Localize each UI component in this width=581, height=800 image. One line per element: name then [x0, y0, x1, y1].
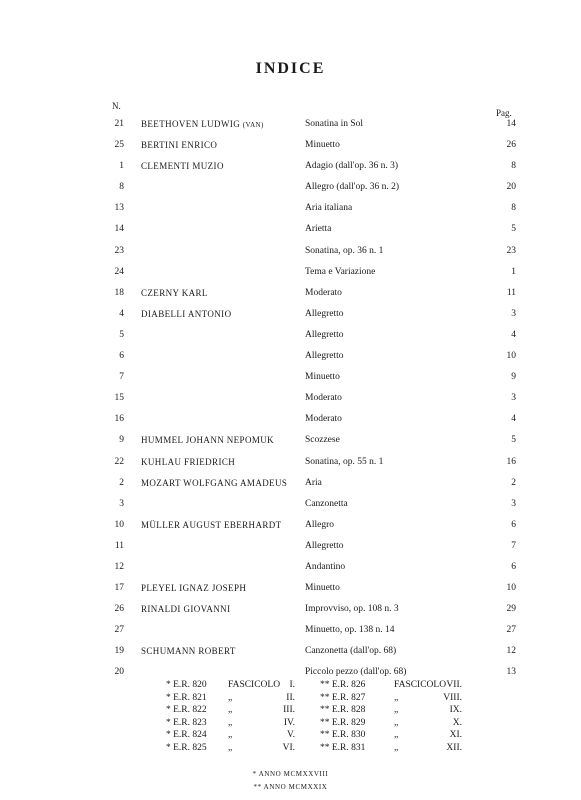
piece-number: 27: [114, 625, 124, 636]
fascicolo-label-left: „: [228, 717, 233, 728]
composer-name-text: KUHLAU FRIEDRICH: [141, 456, 236, 467]
composer-name: [141, 430, 274, 452]
composer-name: [141, 515, 282, 537]
page-number: 20: [506, 182, 516, 193]
piece-number: 4: [119, 308, 124, 319]
fascicolo-numeral-left: I.: [289, 680, 295, 690]
index-row: [0, 198, 581, 219]
fascicolo-numeral-right: XI.: [449, 730, 462, 741]
page-number: 13: [506, 667, 516, 678]
page-number: 5: [511, 435, 516, 446]
fascicolo-label-left: „: [228, 730, 233, 741]
fascicolo-row: [160, 742, 470, 755]
index-row: [0, 177, 581, 198]
page-number: 23: [506, 245, 516, 256]
index-row: [0, 430, 581, 451]
index-row: [0, 135, 581, 156]
fascicolo-label-right: „: [394, 717, 399, 728]
index-row: [0, 409, 581, 430]
piece-title: Moderato: [305, 393, 342, 404]
page-column-header: Pag.: [496, 108, 512, 118]
composer-name-text: SCHUMANN ROBERT: [141, 646, 236, 657]
index-row: [0, 367, 581, 388]
page-title: INDICE: [255, 60, 326, 77]
piece-number: 24: [114, 266, 124, 277]
composer-name-text: CLEMENTI MUZIO: [141, 161, 224, 172]
composer-name-text: CZERNY KARL: [141, 287, 208, 298]
composer-name: [141, 599, 230, 621]
fascicolo-code-right: ** E.R. 827: [320, 692, 366, 703]
fascicolo-row: [160, 692, 470, 705]
fascicolo-row: [160, 704, 470, 717]
composer-name-text: PLEYEL IGNAZ JOSEPH: [141, 583, 247, 594]
anno-note-2: ** ANNO MCMXXIX: [253, 783, 328, 791]
composer-name-text: HUMMEL JOHANN NEPOMUK: [141, 435, 275, 446]
fascicolo-label-left: „: [228, 692, 233, 703]
piece-title: Canzonetta: [305, 498, 348, 509]
piece-number: 20: [114, 667, 124, 678]
fascicolo-code-left: * E.R. 820: [166, 680, 207, 690]
fascicolo-numeral-right: VII.: [446, 680, 462, 690]
fascicolo-numeral-right: X.: [452, 717, 462, 728]
index-row: [0, 241, 581, 262]
fascicolo-code-left: * E.R. 823: [166, 717, 207, 728]
composer-name: [141, 114, 264, 136]
piece-title: Allegretto: [305, 329, 344, 340]
page-number: 2: [511, 477, 516, 488]
page-number: 9: [511, 372, 516, 383]
piece-number: 2: [119, 477, 124, 488]
page-number: 3: [511, 393, 516, 404]
index-row: [0, 557, 581, 578]
piece-title: Arietta: [305, 224, 332, 235]
fascicolo-code-left: * E.R. 824: [166, 730, 207, 741]
piece-number: 17: [114, 583, 124, 594]
composer-name: [141, 304, 231, 326]
page-number: 6: [511, 519, 516, 530]
fascicoli-list: [160, 679, 470, 755]
fascicolo-numeral-right: VIII.: [443, 692, 462, 703]
page-number: 4: [511, 414, 516, 425]
composer-name-text: MOZART WOLFGANG AMADEUS: [141, 477, 288, 488]
page-number: 29: [506, 604, 516, 615]
piece-title: Aria italiana: [305, 203, 353, 214]
fascicolo-label-left: „: [228, 705, 233, 716]
page-number: 4: [511, 329, 516, 340]
composer-name-text: BEETHOVEN LUDWIG: [141, 119, 241, 129]
fascicolo-numeral-left: II.: [286, 692, 295, 703]
piece-title: Aria: [305, 477, 322, 488]
piece-title: Canzonetta (dall'op. 68): [305, 646, 397, 657]
piece-number: 1: [119, 161, 124, 172]
fascicolo-label-right: „: [394, 742, 399, 753]
index-row: [0, 304, 581, 325]
composer-name: [141, 156, 224, 178]
piece-number: 11: [114, 540, 124, 551]
index-row: [0, 641, 581, 662]
composer-name-text: BERTINI ENRICO: [141, 140, 218, 151]
fascicolo-code-left: * E.R. 825: [166, 742, 207, 753]
index-row: [0, 283, 581, 304]
page-number: 5: [511, 224, 516, 235]
piece-number: 5: [119, 329, 124, 340]
composer-name: [141, 452, 235, 474]
page-number: 8: [511, 203, 516, 214]
fascicolo-label-right: „: [394, 692, 399, 703]
composer-name: [141, 283, 208, 305]
piece-number: 22: [114, 456, 124, 467]
fascicolo-numeral-left: IV.: [283, 717, 295, 728]
piece-number: 9: [119, 435, 124, 446]
piece-number: 16: [114, 414, 124, 425]
composer-name-text: MÜLLER AUGUST EBERHARDT: [141, 519, 282, 530]
composer-name: [141, 473, 287, 495]
piece-title: Piccolo pezzo (dall'op. 68): [305, 667, 407, 678]
index-row: [0, 114, 581, 135]
page-number: 1: [511, 266, 516, 277]
page-number: 12: [506, 646, 516, 657]
fascicolo-numeral-left: III.: [283, 705, 295, 716]
piece-title: Andantino: [305, 561, 346, 572]
piece-number: 15: [114, 393, 124, 404]
page-number: 14: [506, 119, 516, 129]
page-number: 3: [511, 498, 516, 509]
page-number: 7: [511, 540, 516, 551]
page-number: 8: [511, 161, 516, 172]
piece-title: Minuetto: [305, 372, 340, 383]
piece-title: Adagio (dall'op. 36 n. 3): [305, 161, 399, 172]
composer-name: [141, 641, 236, 663]
index-row: [0, 473, 581, 494]
piece-title: Sonatina, op. 36 n. 1: [305, 245, 384, 256]
piece-number: 26: [114, 604, 124, 615]
page-number: 6: [511, 561, 516, 572]
fascicolo-label-left: FASCICOLO: [228, 680, 281, 690]
fascicolo-code-right: ** E.R. 830: [320, 730, 366, 741]
fascicolo-label-right: FASCICOLO: [394, 680, 447, 690]
piece-title: Minuetto: [305, 583, 340, 594]
page-number: 26: [506, 140, 516, 151]
fascicolo-code-right: ** E.R. 829: [320, 717, 366, 728]
composer-extra: (VAN): [242, 121, 264, 129]
composer-name: [141, 578, 246, 600]
piece-title: Minuetto: [305, 140, 340, 151]
page-number: 11: [506, 287, 516, 298]
piece-title: Tema e Variazione: [305, 266, 376, 277]
piece-title: Allegretto: [305, 308, 344, 319]
piece-title: Allegro (dall'op. 36 n. 2): [305, 182, 400, 193]
fascicolo-row: [160, 679, 470, 692]
piece-title: Allegretto: [305, 351, 344, 362]
piece-title: Scozzese: [305, 435, 340, 446]
piece-number: 21: [114, 119, 124, 129]
piece-title: Minuetto, op. 138 n. 14: [305, 625, 395, 636]
fascicolo-row: [160, 729, 470, 742]
fascicolo-label-left: „: [228, 742, 233, 753]
fascicolo-label-right: „: [394, 730, 399, 741]
piece-title: Improvviso, op. 108 n. 3: [305, 604, 399, 615]
index-row: [0, 515, 581, 536]
index-row: [0, 156, 581, 177]
piece-number: 25: [114, 140, 124, 151]
index-row: [0, 494, 581, 515]
index-row: [0, 536, 581, 557]
number-column-header: N.: [112, 101, 121, 111]
piece-number: 14: [114, 224, 124, 235]
composer-name-text: RINALDI GIOVANNI: [141, 604, 231, 615]
fascicolo-code-right: ** E.R. 828: [320, 705, 366, 716]
index-row: [0, 452, 581, 473]
fascicolo-numeral-right: XII.: [446, 742, 462, 753]
fascicolo-code-left: * E.R. 821: [166, 692, 207, 703]
anno-note-1: * ANNO MCMXXVIII: [252, 770, 329, 778]
fascicolo-numeral-right: IX.: [449, 705, 462, 716]
piece-number: 19: [114, 646, 124, 657]
index-row: [0, 620, 581, 641]
piece-number: 18: [114, 287, 124, 298]
index-row: [0, 599, 581, 620]
piece-title: Allegro: [305, 519, 335, 530]
page-number: 3: [511, 308, 516, 319]
piece-number: 8: [119, 182, 124, 193]
fascicolo-row: [160, 717, 470, 730]
piece-title: Allegretto: [305, 540, 344, 551]
fascicolo-numeral-left: V.: [286, 730, 295, 741]
index-table: [0, 114, 581, 684]
fascicolo-code-left: * E.R. 822: [166, 705, 207, 716]
composer-name-text: DIABELLI ANTONIO: [141, 308, 232, 319]
piece-number: 3: [119, 498, 124, 509]
fascicolo-label-right: „: [394, 705, 399, 716]
page-number: 10: [506, 351, 516, 362]
piece-number: 6: [119, 351, 124, 362]
index-row: [0, 346, 581, 367]
piece-number: 7: [119, 372, 124, 383]
piece-number: 12: [114, 561, 124, 572]
index-row: [0, 325, 581, 346]
piece-title: Moderato: [305, 287, 342, 298]
piece-title: Moderato: [305, 414, 342, 425]
fascicolo-code-right: ** E.R. 831: [320, 742, 366, 753]
piece-title: Sonatina in Sol: [305, 119, 364, 129]
index-row: [0, 388, 581, 409]
index-row: [0, 219, 581, 240]
piece-number: 13: [114, 203, 124, 214]
page-number: 16: [506, 456, 516, 467]
piece-number: 23: [114, 245, 124, 256]
piece-title: Sonatina, op. 55 n. 1: [305, 456, 384, 467]
fascicolo-numeral-left: VI.: [282, 742, 295, 753]
page-number: 27: [506, 625, 516, 636]
index-row: [0, 262, 581, 283]
composer-name: [141, 135, 217, 157]
fascicolo-code-right: ** E.R. 826: [320, 680, 366, 690]
page-number: 10: [506, 583, 516, 594]
index-row: [0, 578, 581, 599]
piece-number: 10: [114, 519, 124, 530]
